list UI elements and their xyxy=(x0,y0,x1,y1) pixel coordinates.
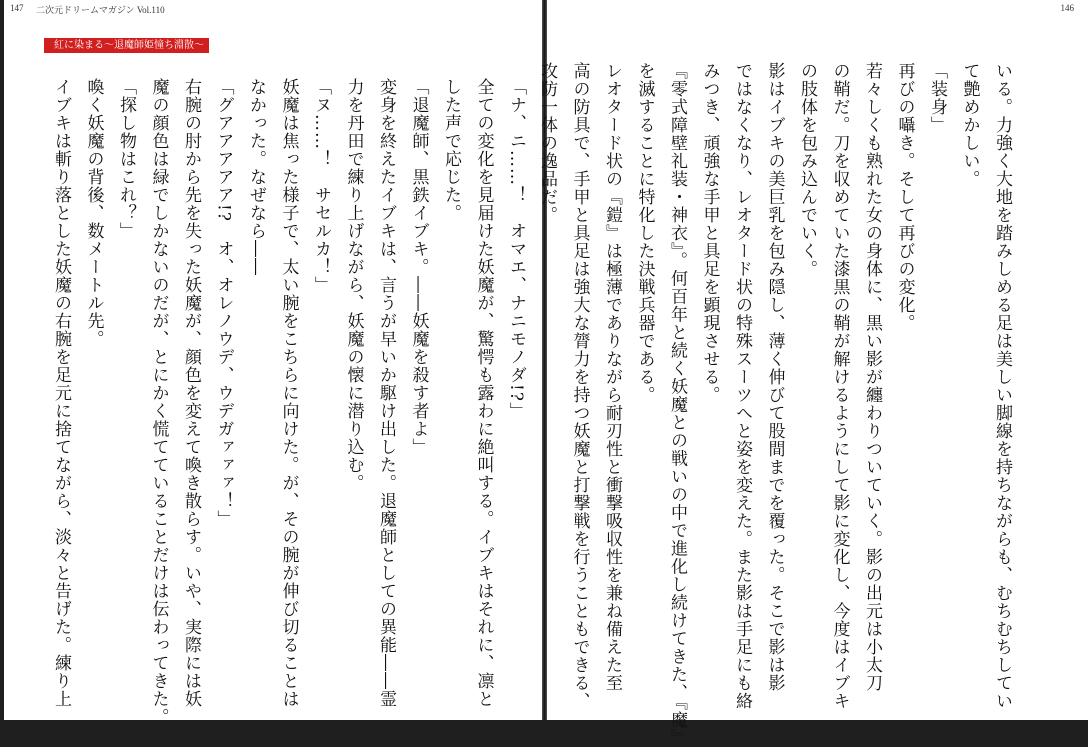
text-line: イブキは斬り落とした妖魔の右腕を足元に捨てながら、淡々と告げた。練り上 xyxy=(51,78,71,708)
text-line: 喚く妖魔の背後、数メートル先。 xyxy=(83,78,104,348)
text-line: 魔の顔色は緑でしかないのだが、とにかく慌てていることだけは伝わってきた。 xyxy=(148,78,169,726)
text-line: 変身を終えたイブキは、言うが早いか駆け出した。退魔師としての異能――霊 xyxy=(376,78,396,708)
text-line: レオタード状の『鎧』は極薄でありながら耐刃性と衝撃吸収性を兼ね備えた至 xyxy=(602,62,622,692)
left-text-column xyxy=(32,78,532,726)
text-line: の肢体を包み込んでいく。 xyxy=(797,62,817,278)
text-line: みつき、頑強な手甲と具足を顕現させる。 xyxy=(699,62,720,404)
text-line: 再びの囁き。そして再びの変化。 xyxy=(894,62,915,332)
text-line: ではなくなり、レオタード状の特殊スーツへと姿を変えた。また影は手足にも絡 xyxy=(732,62,752,710)
text-line: 全ての変化を見届けた妖魔が、驚愕も露わに絶叫する。イブキはそれに、凛と xyxy=(473,78,494,708)
text-line: 若々しくも熟れた女の身体に、黒い影が纏わりついていく。影の出元は小太刀 xyxy=(862,62,882,692)
text-line: 『零式障壁礼装・神衣』。何百年と続く妖魔との戦いの中で進化し続けてきた、『魔』 xyxy=(667,62,687,747)
page-number: 146 xyxy=(1060,3,1074,13)
text-line: 「探し物はこれ？」 xyxy=(116,78,136,240)
text-line: 「装身」 xyxy=(927,62,947,134)
right-text-column xyxy=(537,62,1018,747)
text-line: なかった。なぜなら―― xyxy=(246,78,266,276)
text-line: 高の防具で、手甲と具足は強大な膂力を持つ妖魔と打撃戦を行うこともできる、 xyxy=(569,62,590,710)
text-line: を滅することに特化した決戦兵器である。 xyxy=(634,62,655,404)
text-line: 「ナ、ニ……！ オマエ、ナニモノダ!?」 xyxy=(506,78,526,420)
text-line: 「グアアアアア!? オ、オレノウデ、ウデガァァァ！」 xyxy=(213,78,234,528)
text-line: て艶めかしい。 xyxy=(959,62,980,188)
right-page xyxy=(537,0,1088,747)
text-line: した声で応じた。 xyxy=(441,78,461,222)
magazine-title: 二次元ドリームマガジン Vol.110 xyxy=(36,5,165,15)
text-line: の鞘だ。刀を収めていた漆黒の鞘が解けるようにして影に変化し、今度はイブキ xyxy=(829,62,850,710)
chapter-banner: 紅に染まる～退魔師姫憧ち淵散～ xyxy=(44,38,209,53)
text-line: 「退魔師、黒鉄イブキ。――妖魔を殺す者よ」 xyxy=(408,78,429,456)
text-line: 攻防一体の逸品だ。 xyxy=(537,62,557,224)
text-line: 「ヌ……！ サセルカ！」 xyxy=(311,78,331,294)
text-line: いる。力強く大地を踏みしめる足は美しい脚線を持ちながらも、むちむちしてい xyxy=(992,62,1012,710)
text-line: 妖魔は焦った様子で、太い腕をこちらに向けた。が、その腕が伸び切ることは xyxy=(278,78,299,708)
page-number: 147 xyxy=(10,3,24,13)
text-line: 右腕の肘から先を失った妖魔が、顔色を変えて喚き散らす。いや、実際には妖 xyxy=(181,78,201,708)
text-line: 影はイブキの美巨乳を包み隠し、薄く伸びて股間までを覆った。そこで影は影 xyxy=(764,62,785,692)
left-page xyxy=(4,0,542,726)
text-line: 力を丹田で練り上げながら、妖魔の懐に潜り込む。 xyxy=(343,78,364,492)
